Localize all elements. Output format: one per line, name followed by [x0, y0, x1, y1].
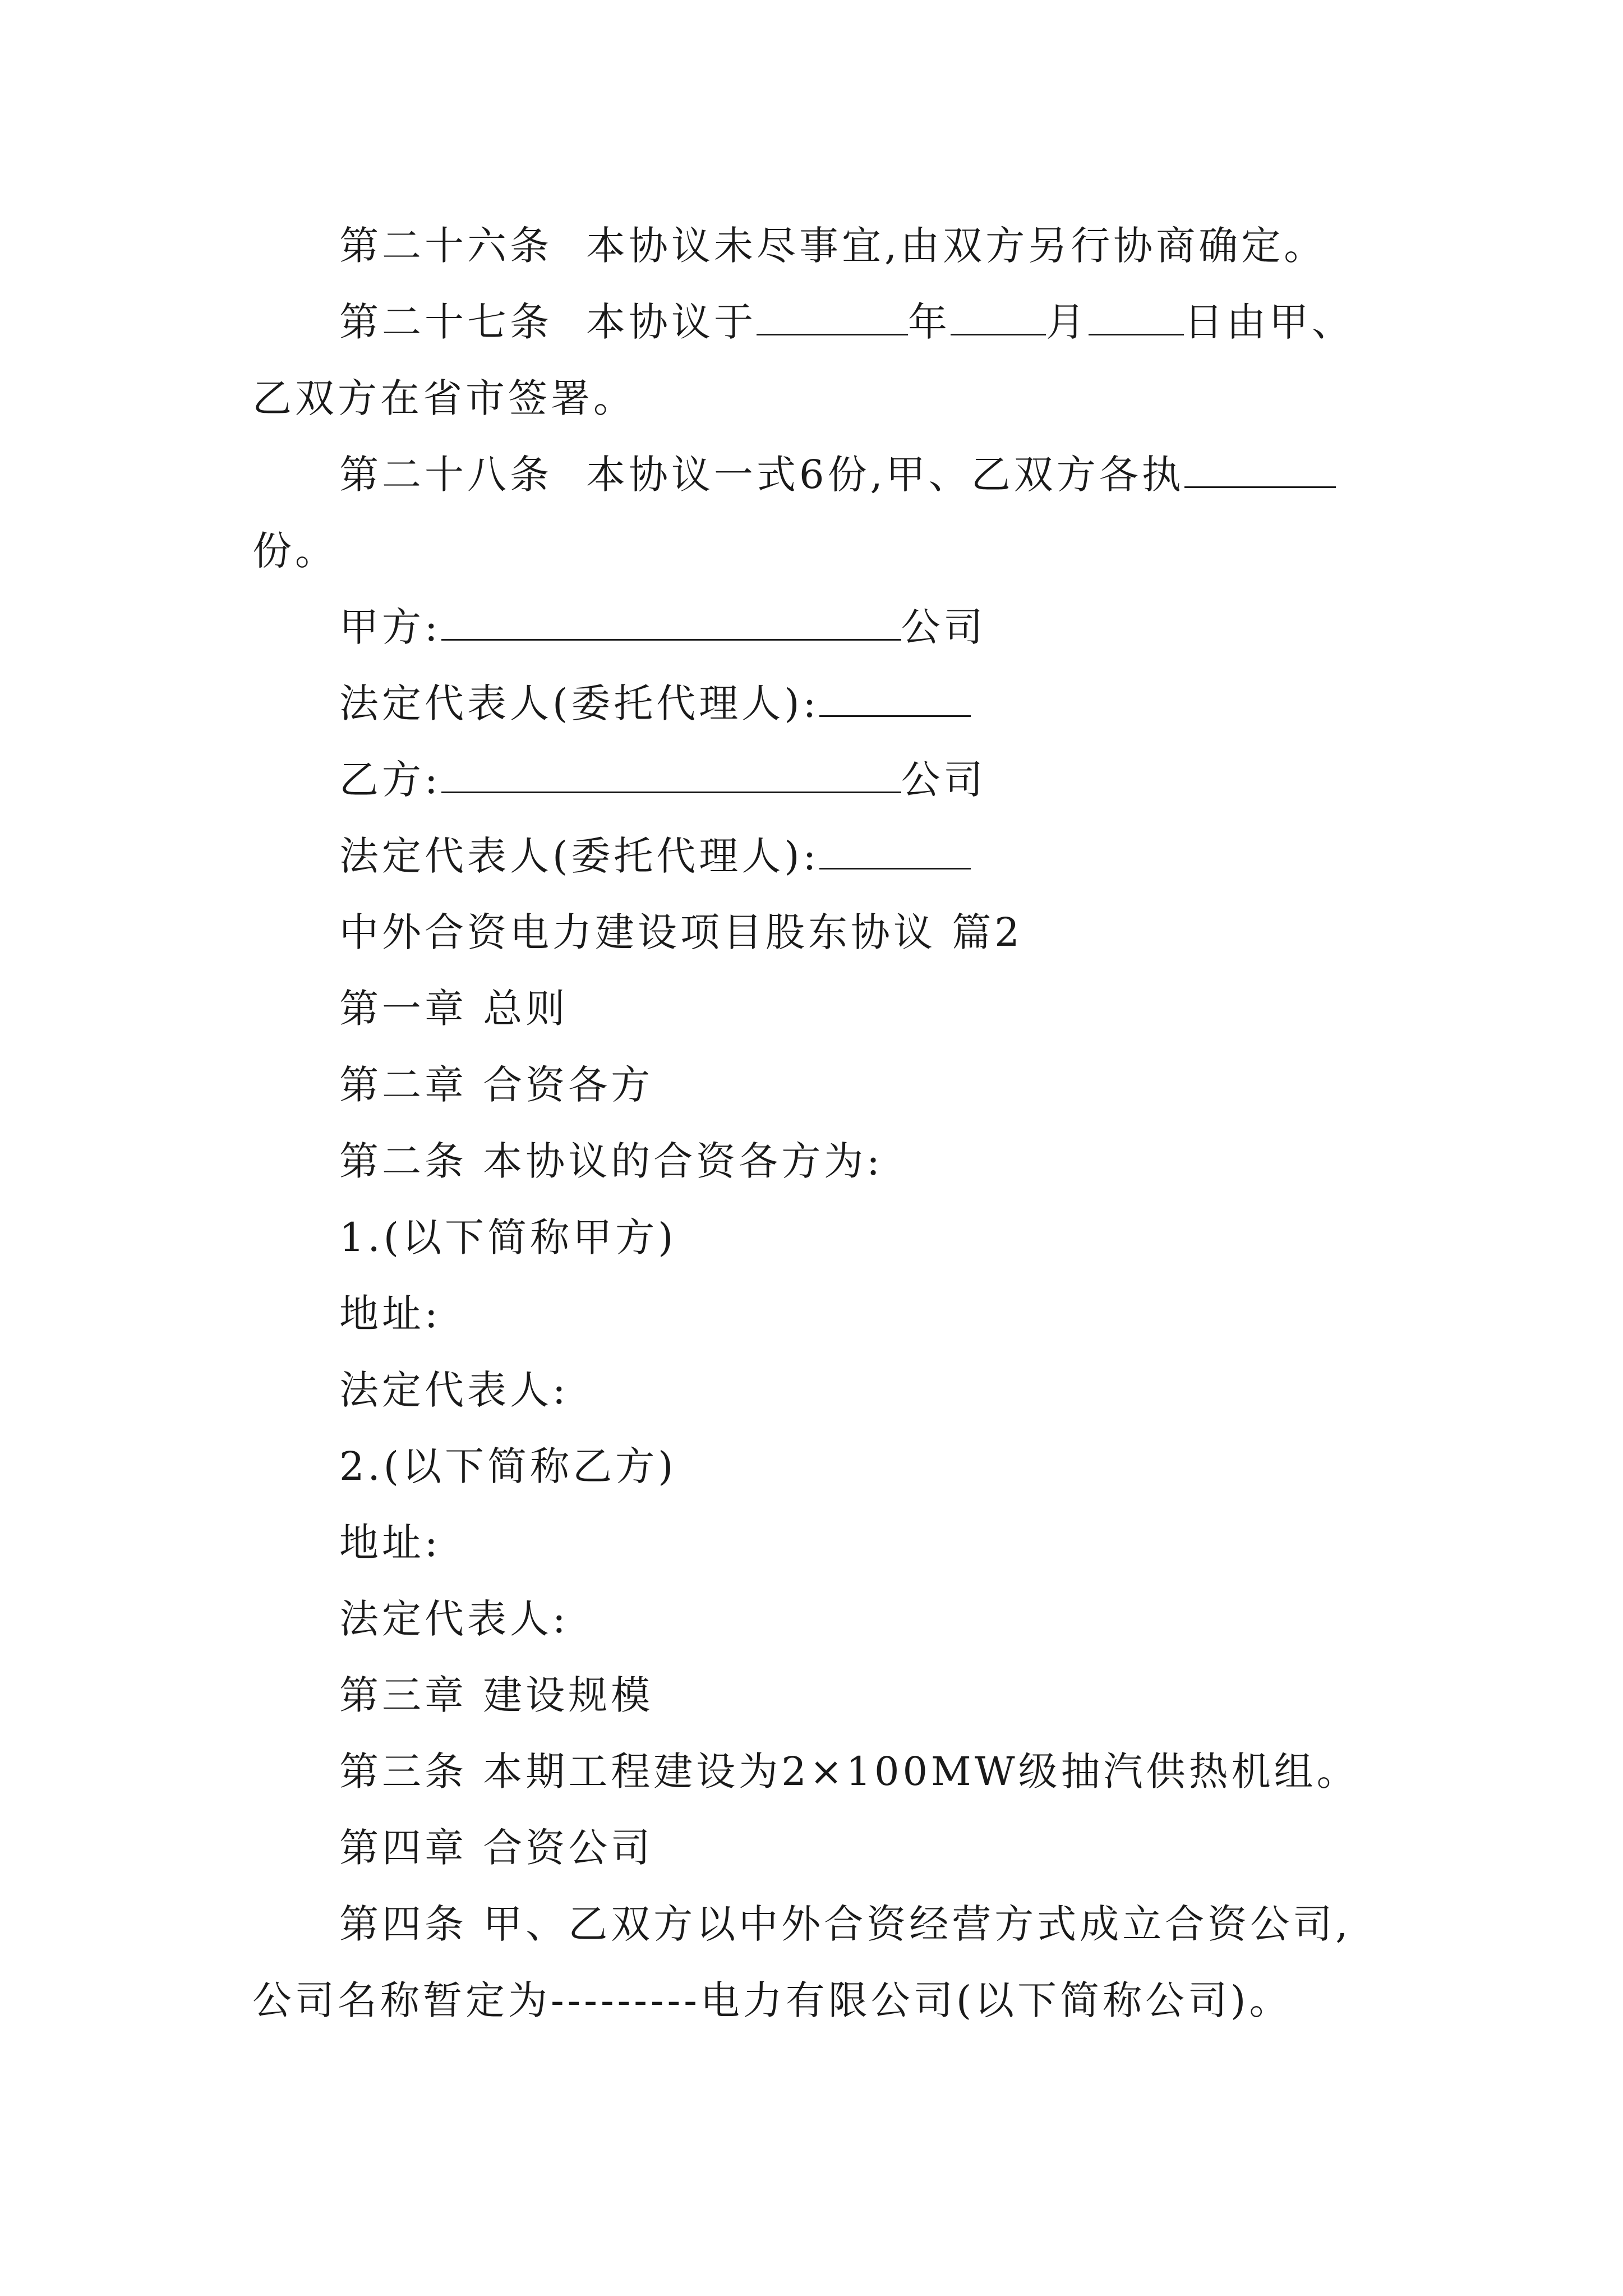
party-a-label: 甲方:	[339, 604, 441, 650]
article-28-text-end: 份。	[252, 528, 338, 574]
party-a-line	[252, 589, 1374, 665]
party-a-rep-line	[252, 665, 1374, 742]
party-b-rep-line	[252, 818, 1374, 894]
article-28	[252, 436, 1374, 513]
party-a-suffix: 公司	[901, 604, 986, 650]
chapter-3-heading: 第三章 建设规模	[339, 1672, 654, 1718]
year-label: 年	[908, 299, 951, 345]
article-27-continuation	[252, 360, 1374, 436]
document-body	[252, 208, 1374, 2039]
party-1-address: 地址:	[339, 1291, 441, 1337]
part2-title: 中外合资电力建设项目股东协议 篇2	[339, 909, 1023, 955]
article-27-text-end: 乙双方在省市签署。	[252, 375, 636, 421]
article-27-label: 第二十七条	[339, 299, 552, 345]
party-2: 2.(以下简称乙方)	[339, 1443, 677, 1489]
party-2-rep: 法定代表人:	[339, 1596, 569, 1642]
month-label: 月	[1046, 299, 1089, 345]
party-a-blank	[441, 605, 901, 641]
article-26-label: 第二十六条	[339, 223, 552, 269]
chapter-1-heading: 第一章 总则	[339, 986, 569, 1032]
party-1-rep: 法定代表人:	[339, 1367, 569, 1413]
party-b-blank	[441, 758, 901, 793]
article-4: 第四条 甲、乙双方以中外合资经营方式成立合资公司,	[339, 1901, 1352, 1947]
article-26	[252, 208, 1374, 284]
article-27-text: 本协议于	[586, 299, 757, 345]
article-28-label: 第二十八条	[339, 452, 552, 498]
article-4-continuation: 公司名称暂定为---------电力有限公司(以下简称公司)。	[252, 1977, 1292, 2023]
party-b-suffix: 公司	[901, 757, 986, 803]
party-b-rep-label: 法定代表人(委托代理人):	[339, 833, 820, 879]
chapter-4-heading: 第四章 合资公司	[339, 1825, 654, 1871]
party-b-label: 乙方:	[339, 757, 441, 803]
copies-blank	[1184, 453, 1336, 488]
party-a-rep-blank	[819, 682, 971, 717]
article-28-continuation	[252, 513, 1374, 589]
party-1: 1.(以下简称甲方)	[339, 1214, 677, 1260]
party-b-line	[252, 742, 1374, 818]
article-27	[252, 284, 1374, 360]
article-27-text-cont: 日由甲、	[1184, 299, 1354, 345]
article-3: 第三条 本期工程建设为2×100MW级抽汽供热机组。	[339, 1749, 1359, 1795]
party-b-rep-blank	[819, 834, 971, 869]
chapter-2-heading: 第二章 合资各方	[339, 1062, 654, 1108]
article-26-text: 本协议未尽事宜,由双方另行协商确定。	[586, 223, 1327, 269]
party-2-address: 地址:	[339, 1520, 441, 1566]
day-blank	[1089, 300, 1184, 335]
article-28-text: 本协议一式6份,甲、乙双方各执	[586, 452, 1184, 498]
article-2: 第二条 本协议的合资各方为:	[339, 1138, 883, 1184]
party-a-rep-label: 法定代表人(委托代理人):	[339, 680, 820, 726]
year-blank	[757, 300, 908, 335]
month-blank	[951, 300, 1046, 335]
